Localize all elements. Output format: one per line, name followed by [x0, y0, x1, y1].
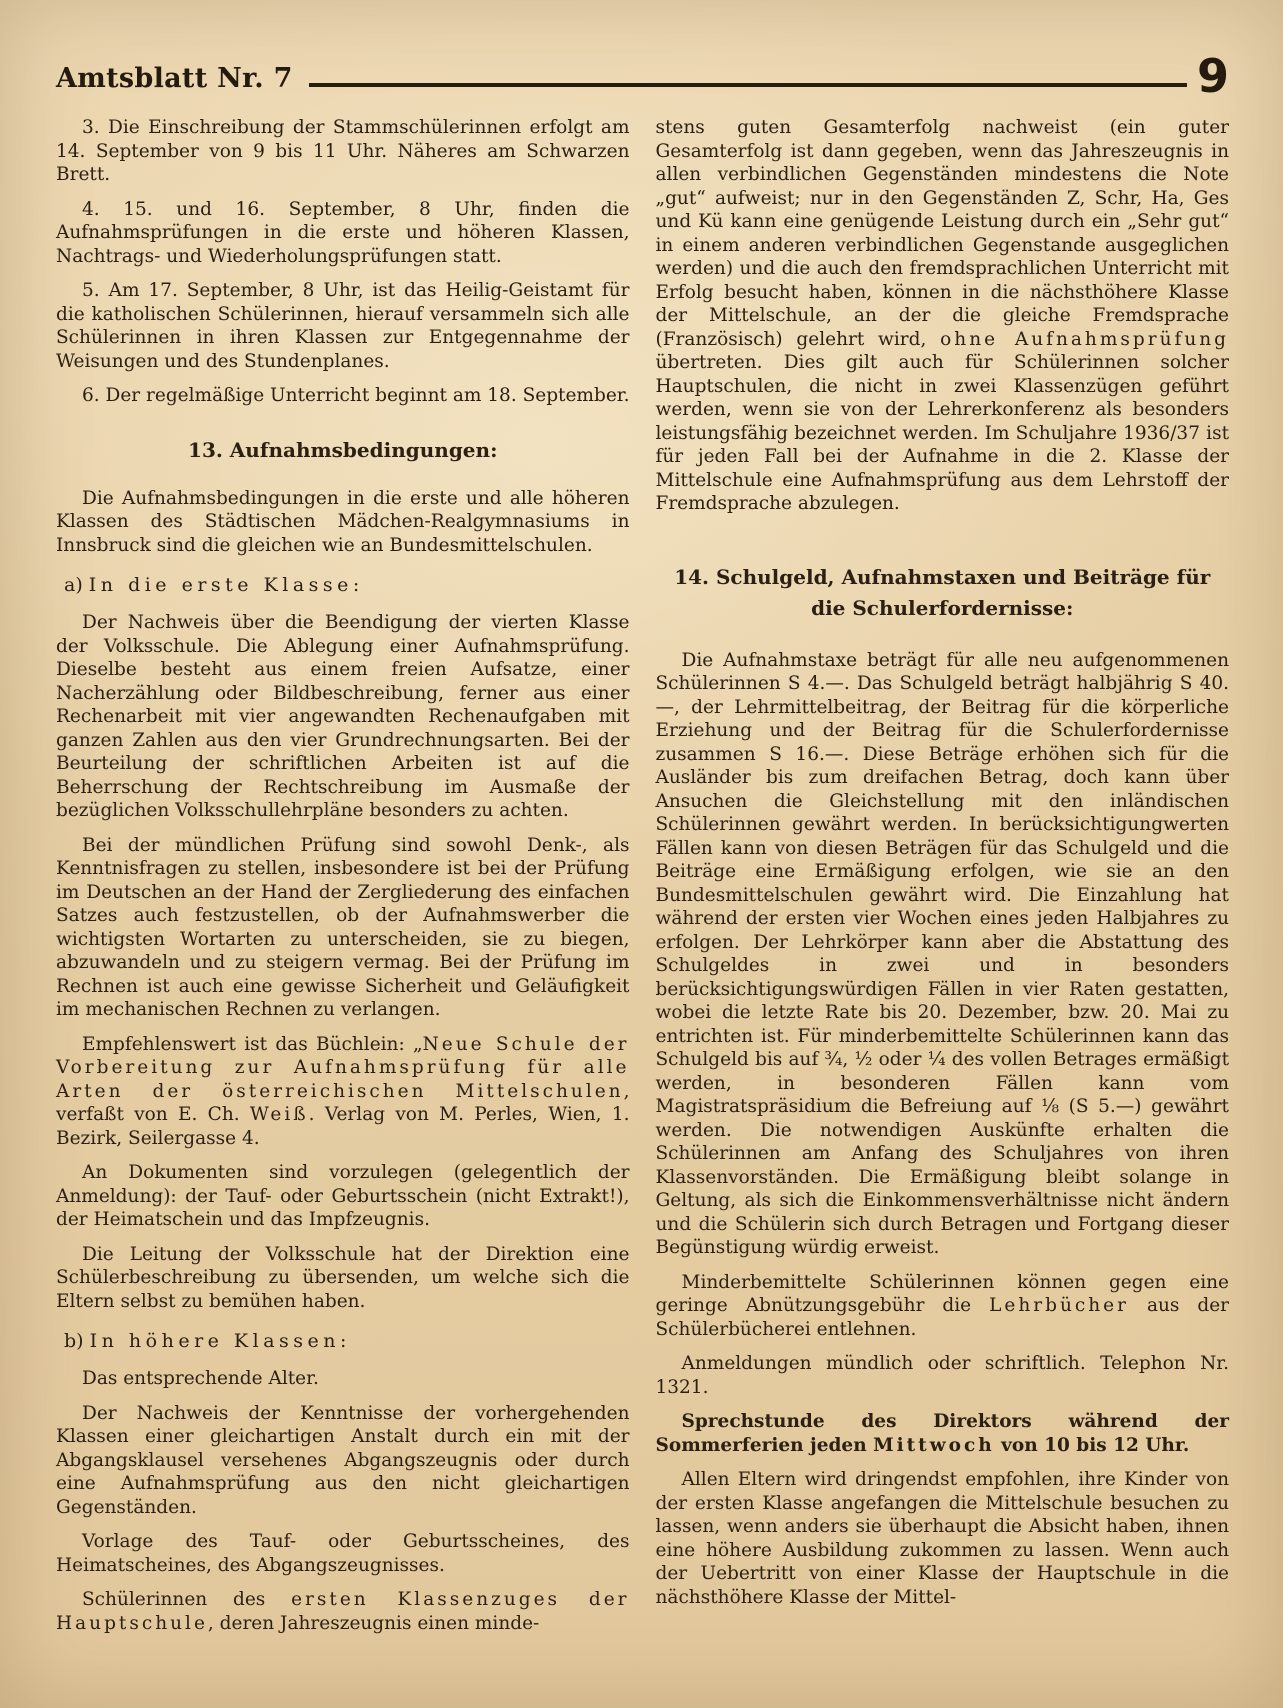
text-segment: Sprechstunde des Direktors während der Sommerferien jeden — [655, 1411, 1229, 1456]
subheading-b-prefix: b) — [64, 1330, 90, 1352]
subheading-b — [56, 1330, 630, 1352]
paragraph-lessons-6: 6. Der regelmäßige Unterricht beginnt am 18. September. — [82, 385, 630, 406]
paragraph-exams-4: 4. 15. und 16. September, 8 Uhr, finden die Aufnahmsprüfungen in die erste und höheren Klassen, Nachtrags- und Wiederholungsprüfungen statt. — [56, 198, 630, 267]
paragraph-first-class-requirements: Der Nachweis über die Beendigung der vierten Klasse der Volksschule. Die Ablegung einer Aufnahmsprüfung. Dieselbe besteht aus einem freien Aufsatze, einer Nacherzählung oder Bildbeschreibung, ferner aus einer Rechenarbeit mit vier angewandten Rechenaufgaben mit ganzen Zahlen aus den vier Grundrechnungsarten. Bei der Beurteilung der schriftlichen Arbeiten ist auf die Beherrschung der Rechtschreibung im Ausmaße der bezüglichen Volksschullehrpläne besonders zu achten. — [56, 612, 630, 821]
emphasized-text: ohne Aufnahmsprüfung — [940, 328, 1229, 350]
paragraph-oral-exam: Bei der mündlichen Prüfung sind sowohl Denk-, als Kenntnisfragen zu stellen, insbesondere ist bei der Prüfung im Deutschen an der Hand der Zergliederung des einfachen Satzes auch festzustellen, ob der Aufnahmswerber die wichtigsten Wortarten zu unterscheiden, sie zu biegen, abzuwandeln und zu steigern vermag. Bei der Prüfung im Rechnen ist auch eine gewisse Sicherheit und Geläufigkeit im mechanischen Rechnen zu verlangen. — [56, 834, 630, 1020]
paragraph-higher-documents: Vorlage des Tauf- oder Geburtsscheines, des Heimatscheines, des Abgangszeugnisses. — [56, 1531, 630, 1576]
office-hours-notice — [656, 1410, 1230, 1457]
paragraph-school-report: Die Leitung der Volksschule hat der Direktion eine Schülerbeschreibung zu übersenden, um welche sich die Eltern selbst zu bemühen haben. — [56, 1243, 630, 1312]
text-segment: . Verlag von M. Perles, Wien, 1. Bezirk, Seilergasse 4. — [56, 1104, 630, 1149]
paragraph-documents: An Dokumenten sind vorzulegen (gelegentlich der Anmeldung): der Tauf- oder Geburtsschein (nicht Extrakt!), der Heimatschein und das Impfzeugnis. — [56, 1162, 630, 1230]
two-column-layout — [56, 116, 1229, 1646]
subheading-a — [56, 574, 630, 596]
section-heading-14: 14. Schulgeld, Aufnahmstaxen und Beiträge für die Schulerfordernisse: — [674, 564, 1211, 620]
subheading-a-label: In die erste Klasse: — [88, 574, 364, 596]
paragraph-fees: Die Aufnahmstaxe beträgt für alle neu aufgenommenen Schülerinnen S 4.—. Das Schulgeld beträgt halbjährig S 40.—, der Lehrmittelbeitrag, der Beitrag für die körperliche Erziehung und der Beitrag für die Schulerfordernisse zusammen S 16.—. Diese Beträge erhöhen sich für die Ausländer bis zum dreifachen Betrag, doch kann über Ansuchen die Gleichstellung mit den inländischen Schülerinnen gewährt werden. In berücksichtigungwerten Fällen kann von diesen Beträgen für das Schulgeld und die Beiträge eine Ermäßigung erfolgen, wie sie an den Bundesmittelschulen gewährt wird. Die Einzahlung hat während der ersten vier Wochen eines jeden Halbjahres zu erfolgen. Der Lehrkörper kann aber die Abstattung des Schulgeldes in zwei und in besonders berücksichtigungswürdigen Fällen in vier Raten gestatten, wobei die letzte Rate bis 20. Dezember, bzw. 20. Mai zu entrichten ist. Für minderbemittelte Schülerinnen kann das Schulgeld bis auf ¾, ½ oder ¼ des vollen Betrages ermäßigt werden, in besonderen Fällen kann vom Magistratspräsidium die Befreiung auf ⅛ (S 5.—) gewährt werden. Die notwendigen Auskünfte erhalten die Schülerinnen am Anfang des Schuljahres von ihren Klassenvorständen. Die Ermäßigung bleibt solange in Geltung, als sich die Einkommensverhältnisse nicht ändern und die Schülerin sich durch Betragen und Fortgang dieser Begünstigung würdig erweist. — [655, 649, 1229, 1258]
text-segment: Minderbemittelte Schülerinnen können gegen eine geringe Abnützungsgebühr die — [655, 1271, 1229, 1316]
text-segment: Schülerinnen des — [82, 1589, 292, 1610]
text-segment: übertreten. Dies gilt auch für Schülerinnen solcher Hauptschulen, die nicht in zwei Klassenzügen geführt werden, wenn sie von der Lehrerkonferenz als besonders leistungsfähig bezeichnet werden. Im Schuljahre 1936/37 ist für jeden Fall bei der Aufnahme in die 2. Klasse der Mittelschule eine Aufnahmsprüfung aus dem Lehrstoff der Fremdsprache abzulegen. — [655, 352, 1229, 514]
paragraph-textbooks — [656, 1271, 1230, 1342]
paragraph-age: Das entsprechende Alter. — [82, 1368, 319, 1389]
book-title: Neue Schule der Vorbereitung zur Aufnahmsprüfung für alle Arten der österreichischen Mittelschulen — [56, 1033, 630, 1102]
page-number: 9 — [1196, 49, 1229, 103]
subheading-a-prefix: a) — [64, 574, 89, 596]
text-segment: von 10 bis 12 Uhr. — [994, 1434, 1190, 1456]
subheading-b-label: In höhere Klassen: — [89, 1330, 351, 1352]
paragraph-mass-5: 5. Am 17. September, 8 Uhr, ist das Heilig-Geistamt für die katholischen Schülerinnen, hierauf versammeln sich alle Schülerinnen in ihren Klassen zur Entgegennahme der Weisungen und des Stundenplanes. — [56, 280, 630, 372]
text-segment: , verfaßt von E. Ch. — [56, 1080, 630, 1125]
section-heading-13: 13. Aufnahmsbedingungen: — [188, 437, 498, 462]
text-segment: Empfehlenswert ist das Büchlein: „ — [82, 1033, 423, 1055]
page-header — [56, 49, 1229, 103]
paragraph-parent-advice: Allen Eltern wird dringendst empfohlen, ihre Kinder von der ersten Klasse angefangen die Mittelschule besuchen zu lassen, wenn anders sie überhaupt die Absicht haben, ihnen eine höhere Ausbildung zukommen zu lassen. Wenn auch der Uebertritt von einer Klasse der Hauptschule in die nächsthöhere Klasse der Mittel- — [655, 1469, 1229, 1608]
emphasized-text: Lehrbücher — [989, 1295, 1129, 1316]
left-column — [56, 116, 630, 1646]
masthead-title: Amtsblatt Nr. 7 — [56, 63, 293, 94]
emphasized-text: ersten Klassenzuges der Hauptschule — [56, 1589, 630, 1634]
text-segment: aus der Schülerbücherei entlehnen. — [655, 1295, 1229, 1340]
paragraph-hauptschule — [56, 1588, 630, 1635]
text-segment: stens guten Gesamterfolg nachweist (ein guter Gesamterfolg ist dann gegeben, wenn das Jahreszeugnis in allen verbindlichen Gegenständen mindestens die Note „gut“ aufweist; nur in den Gegenständen Z, Schr, Ha, Ges und Kü kann eine genügende Leistung durch ein „Sehr gut“ in einem anderen verbindlichen Gegenstande ausgeglichen werden) und die auch den fremdsprachlichen Unterricht mit Erfolg besucht haben, können in die nächsthöhere Klasse der Mittelschule, an der die gleiche Fremdsprache (Französisch) gelehrt wird, — [655, 117, 1229, 350]
right-column — [656, 116, 1230, 1646]
paragraph-enrollment-3: 3. Die Einschreibung der Stammschülerinnen erfolgt am 14. September von 9 bis 11 Uhr. Näheres am Schwarzen Brett. — [56, 117, 630, 185]
header-rule — [309, 83, 1187, 87]
paragraph-continuation — [656, 116, 1230, 516]
paragraph-registration: Anmeldungen mündlich oder schriftlich. Telephon Nr. 1321. — [655, 1353, 1229, 1398]
paragraph-higher-class-requirements: Der Nachweis der Kenntnisse der vorhergehenden Klassen einer gleichartigen Anstalt durch ein mit der Abgangsklausel versehenes Abgangszeugnis oder durch eine Aufnahmsprüfung aus den nicht gleichartigen Gegenständen. — [56, 1402, 630, 1518]
book-author: Weiß — [249, 1104, 309, 1125]
text-segment: , deren Jahreszeugnis einen minde- — [207, 1612, 540, 1634]
paragraph-intro-13: Die Aufnahmsbedingungen in die erste und alle höheren Klassen des Städtischen Mädchen-Realgymnasiums in Innsbruck sind die gleichen wie an Bundesmittelschulen. — [56, 487, 630, 556]
emphasized-text: Mittwoch — [873, 1434, 995, 1456]
paragraph-book-recommendation — [56, 1033, 630, 1151]
